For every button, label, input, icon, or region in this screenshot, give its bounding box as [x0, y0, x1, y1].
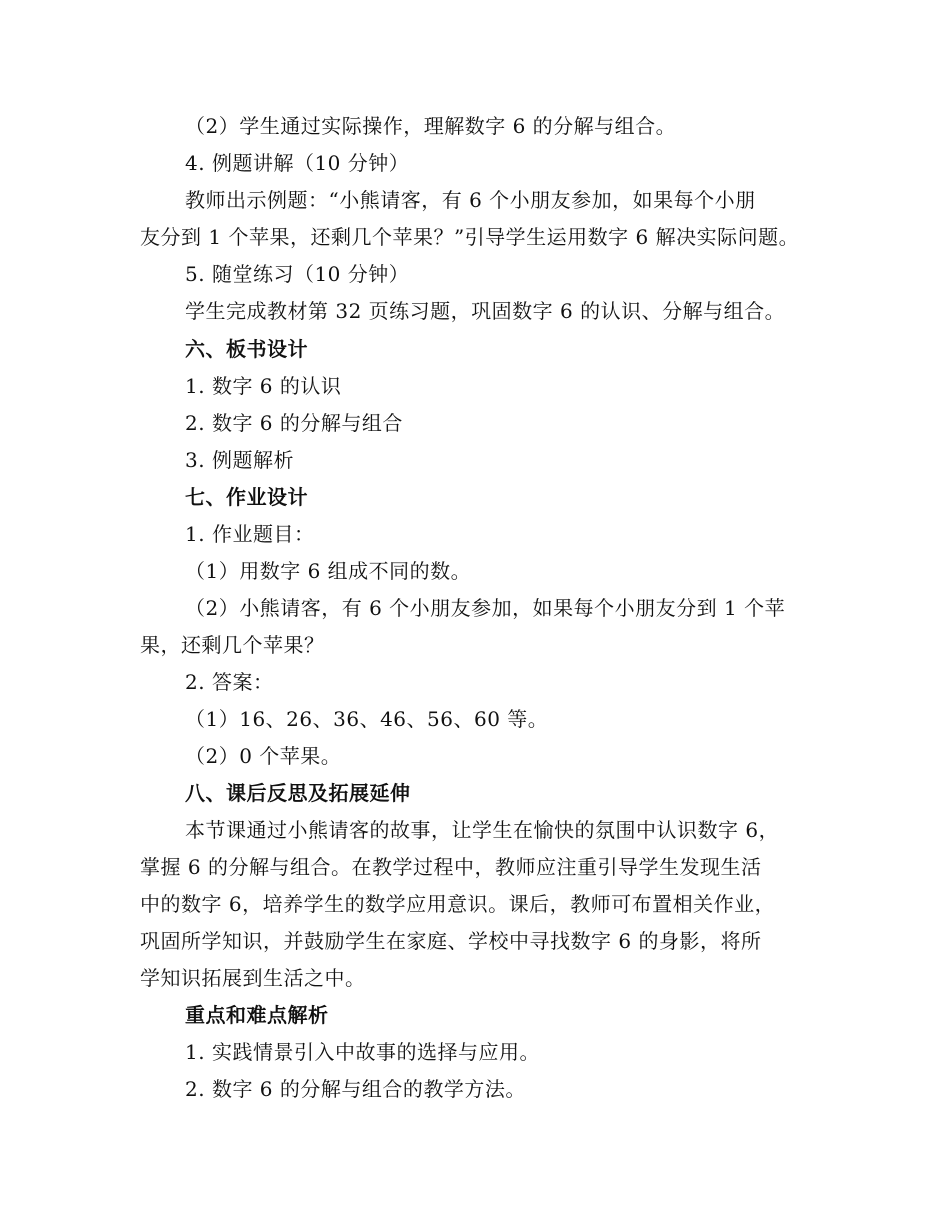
homework-question-2-line-2: 果，还剩几个苹果？	[140, 633, 325, 657]
step-4-heading: 4. 例题讲解（10 分钟）	[185, 151, 410, 175]
homework-question-2-line-1: （2）小熊请客，有 6 个小朋友参加，如果每个小朋友分到 1 个苹	[185, 596, 786, 620]
reflection-line-5: 学知识拓展到生活之中。	[140, 966, 366, 990]
reflection-line-2: 掌握 6 的分解与组合。在教学过程中，教师应注重引导学生发现生活	[140, 855, 762, 879]
key-points-heading: 重点和难点解析	[185, 1003, 329, 1027]
homework-question-1: （1）用数字 6 组成不同的数。	[185, 559, 472, 583]
practice-paragraph: 学生完成教材第 32 页练习题，巩固数字 6 的认识、分解与组合。	[185, 299, 786, 323]
example-paragraph-line-2: 友分到 1 个苹果，还剩几个苹果？”引导学生运用数字 6 解决实际问题。	[140, 225, 800, 249]
board-item-2: 2. 数字 6 的分解与组合	[185, 411, 403, 435]
answer-heading: 2. 答案：	[185, 670, 274, 694]
step-5-heading: 5. 随堂练习（10 分钟）	[185, 262, 410, 286]
section-8-heading: 八、课后反思及拓展延伸	[185, 781, 411, 805]
homework-topic-heading: 1. 作业题目：	[185, 522, 315, 546]
section-7-heading: 七、作业设计	[185, 485, 308, 509]
key-point-1: 1. 实践情景引入中故事的选择与应用。	[185, 1040, 540, 1064]
section-6-heading: 六、板书设计	[185, 337, 308, 361]
sub-item-2-understand: （2）学生通过实际操作，理解数字 6 的分解与组合。	[185, 114, 677, 138]
reflection-line-3: 中的数字 6，培养学生的数学应用意识。课后，教师可布置相关作业，	[140, 892, 776, 916]
board-item-1: 1. 数字 6 的认识	[185, 374, 342, 398]
key-point-2: 2. 数字 6 的分解与组合的教学方法。	[185, 1077, 526, 1101]
board-item-3: 3. 例题解析	[185, 448, 294, 472]
answer-1: （1）16、26、36、46、56、60 等。	[185, 707, 549, 731]
answer-2: （2）0 个苹果。	[185, 744, 342, 768]
reflection-line-4: 巩固所学知识，并鼓励学生在家庭、学校中寻找数字 6 的身影，将所	[140, 929, 762, 953]
reflection-line-1: 本节课通过小熊请客的故事，让学生在愉快的氛围中认识数字 6，	[185, 818, 780, 842]
example-paragraph-line-1: 教师出示例题：“小熊请客，有 6 个小朋友参加，如果每个小朋	[185, 188, 756, 212]
